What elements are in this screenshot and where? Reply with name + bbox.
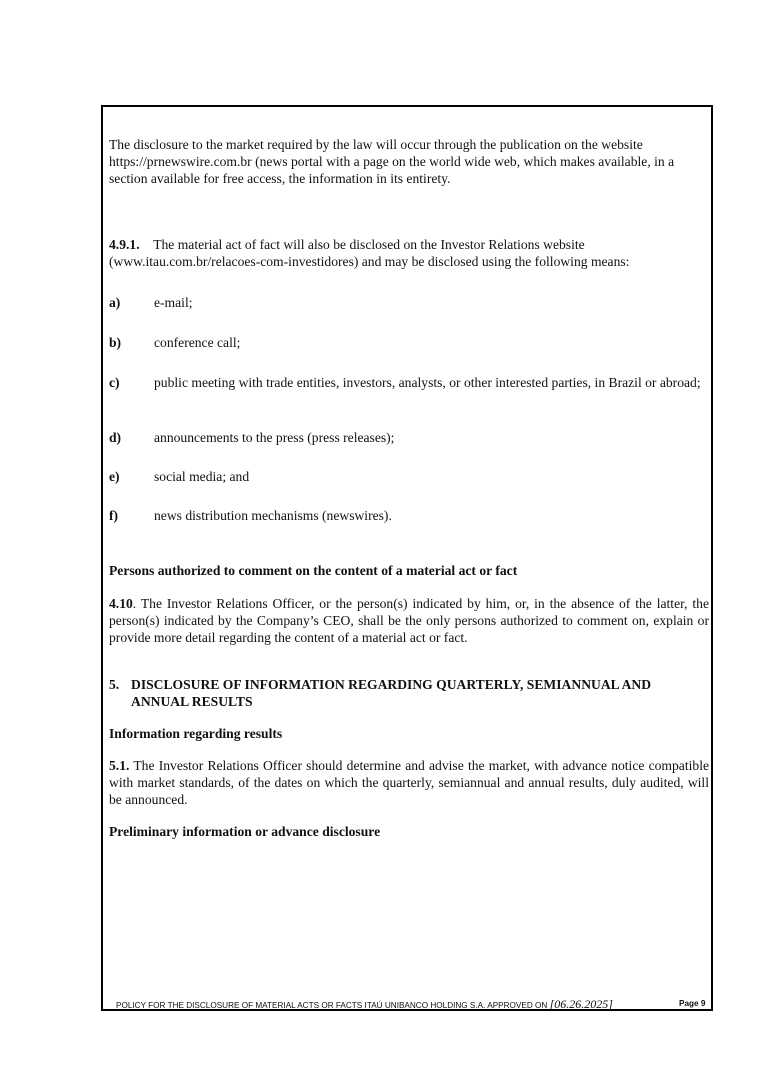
- section-5-number: 5.: [109, 677, 120, 692]
- means-letter-d: d): [109, 430, 122, 445]
- heading-preliminary-information: Preliminary information or advance disclosure: [109, 824, 381, 839]
- page-number: Page 9: [679, 999, 706, 1008]
- clause-5-1-number: 5.1.: [109, 758, 130, 773]
- means-text-f: news distribution mechanisms (newswires).: [154, 508, 392, 523]
- clause-4-10: [109, 595, 709, 646]
- means-letter-b: b): [109, 335, 122, 350]
- footer-approval-date: [06.26.2025]: [549, 997, 613, 1011]
- means-letter-e: e): [109, 469, 120, 484]
- clause-4-10-text: . The Investor Relations Officer, or the person(s) indicated by him, or, in the absence of the latter, the person(s) indicated by the Company’s CEO, shall be the only persons authorized to comment on, explain or provide more detail regarding the content of a material act or fact.: [109, 596, 709, 645]
- clause-4-10-number: 4.10: [109, 596, 133, 611]
- means-text-d: announcements to the press (press releases);: [154, 430, 395, 445]
- footer-policy: [116, 998, 613, 1012]
- means-text-e: social media; and: [154, 469, 250, 484]
- clause-5-1: [109, 757, 709, 808]
- clause-5-1-text: The Investor Relations Officer should determine and advise the market, with advance notice compatible with market standards, of the dates on which the quarterly, semiannual and annual results, duly audited, will be announced.: [109, 758, 710, 807]
- clause-4-9-1-number: 4.9.1.: [109, 237, 140, 252]
- clause-4-9-1-text: The material act of fact will also be disclosed on the Investor Relations website (www.itau.com.br/relacoes-com-investidores) and may be disclosed using the following means:: [109, 237, 630, 269]
- heading-information-results: Information regarding results: [109, 726, 283, 741]
- means-letter-c: c): [109, 375, 120, 390]
- clause-4-9-1: [109, 236, 709, 270]
- footer-policy-text: POLICY FOR THE DISCLOSURE OF MATERIAL ACTS OR FACTS ITAÚ UNIBANCO HOLDING S.A. APPROVED ON: [116, 1001, 548, 1010]
- means-letter-f: f): [109, 508, 119, 523]
- means-text-c: public meeting with trade entities, investors, analysts, or other interested parties, in Brazil or abroad;: [154, 375, 701, 390]
- heading-persons-authorized: Persons authorized to comment on the content of a material act or fact: [109, 563, 518, 578]
- means-text-a: e-mail;: [154, 295, 193, 310]
- intro-paragraph: The disclosure to the market required by the law will occur through the publication on the website https://prnewswire.com.br (news portal with a page on the world wide web, which makes available, in a section available for free access, the information in its entirety.: [109, 137, 675, 186]
- means-text-b: conference call;: [154, 335, 241, 350]
- means-letter-a: a): [109, 295, 121, 310]
- section-5-title: DISCLOSURE OF INFORMATION REGARDING QUARTERLY, SEMIANNUAL AND ANNUAL RESULTS: [131, 677, 652, 709]
